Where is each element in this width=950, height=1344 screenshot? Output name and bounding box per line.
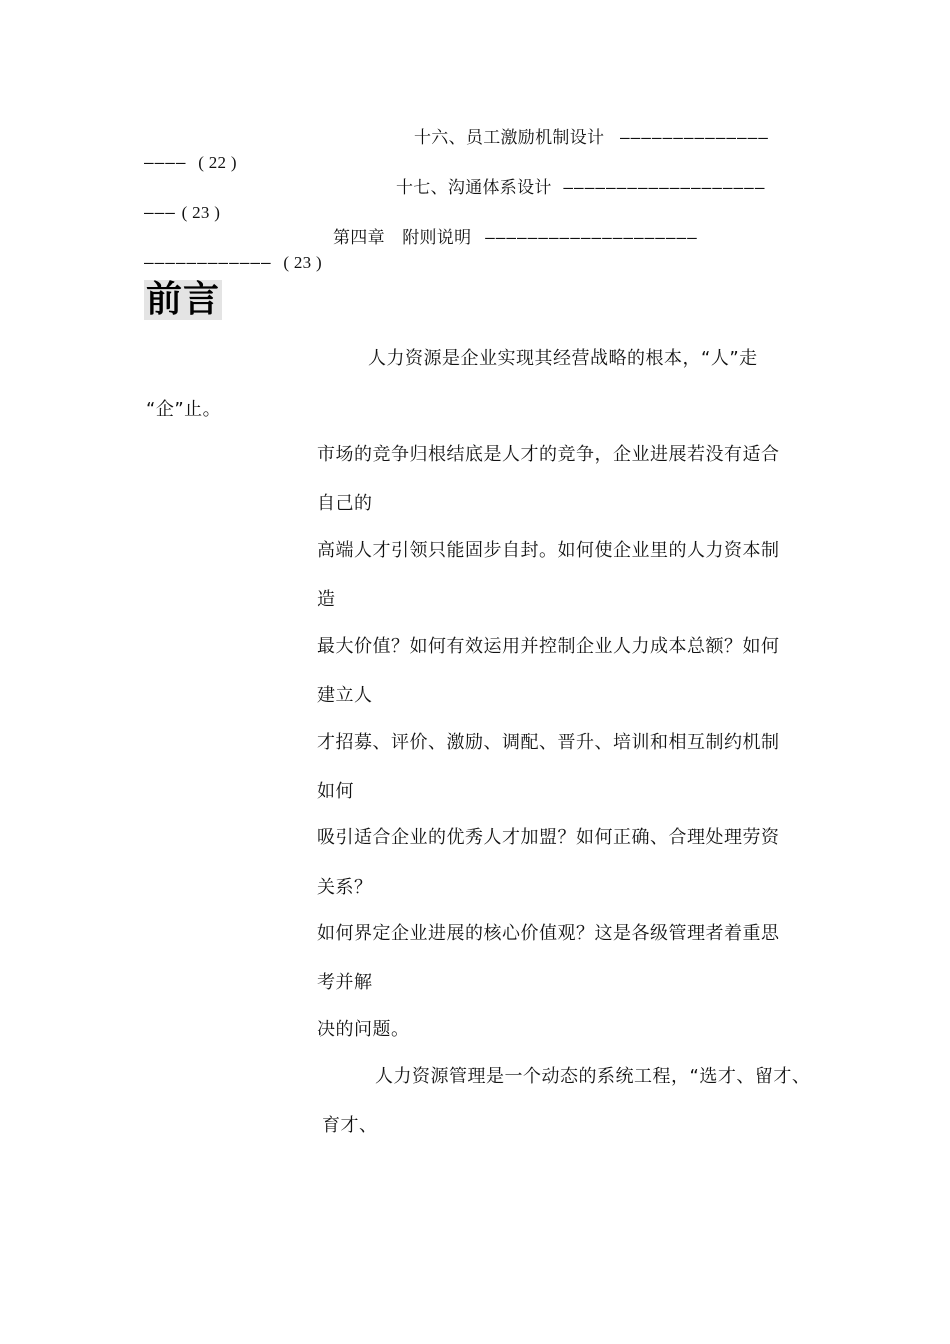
- paragraph-line: 建立人: [317, 685, 373, 706]
- toc-entry-17-cont: [144, 202, 220, 224]
- paragraph-line: 决的问题。: [317, 1019, 410, 1040]
- paragraph-line: 如何界定企业进展的核心价值观？这是各级管理者着重思: [317, 923, 780, 944]
- toc-entry-title: 第四章 附则说明: [333, 228, 472, 248]
- paragraph-line: 市场的竞争归根结底是人才的竞争，企业进展若没有适合: [317, 444, 780, 465]
- toc-leader: ––––: [144, 153, 187, 172]
- toc-leader: ––––––––––––: [144, 253, 272, 272]
- paragraph-line: 造: [317, 589, 336, 610]
- paragraph-line: “企”止。: [146, 399, 222, 420]
- toc-leader: –––: [144, 203, 176, 222]
- toc-page-number: ( 23 ): [181, 203, 221, 222]
- paragraph-line: 如何: [317, 781, 354, 802]
- paragraph-line: 最大价值？如何有效运用并控制企业人力成本总额？如何: [317, 636, 780, 657]
- toc-leader: –––––––––––––––––––: [563, 178, 766, 197]
- toc-entry-16: [414, 127, 769, 149]
- toc-entry-title: 十六、员工激励机制设计: [414, 128, 605, 148]
- toc-entry-chapter-4-cont: [144, 252, 322, 274]
- paragraph-line: 吸引适合企业的优秀人才加盟？如何正确、合理处理劳资: [317, 827, 780, 848]
- toc-entry-chapter-4: [333, 227, 698, 249]
- preface-heading: 前言: [146, 279, 221, 320]
- paragraph-line: 才招募、评价、激励、调配、晋升、培训和相互制约机制: [317, 732, 780, 753]
- paragraph-line: 高端人才引领只能固步自封。如何使企业里的人力资本制: [317, 540, 780, 561]
- toc-entry-title: 十七、沟通体系设计: [396, 178, 552, 198]
- paragraph-line: 育才、: [322, 1115, 378, 1136]
- toc-entry-17: [396, 177, 765, 199]
- toc-entry-16-cont: [144, 152, 237, 174]
- paragraph-line: 关系？: [317, 877, 373, 898]
- toc-leader: ––––––––––––––: [620, 128, 769, 147]
- toc-page-number: ( 22 ): [198, 153, 237, 172]
- paragraph-line: 人力资源管理是一个动态的系统工程，“选才、留才、: [375, 1066, 811, 1087]
- toc-page-number: ( 23 ): [283, 253, 322, 272]
- toc-leader: ––––––––––––––––––––: [485, 228, 698, 247]
- paragraph-line: 人力资源是企业实现其经营战略的根本，“人”走: [368, 348, 758, 369]
- paragraph-line: 自己的: [317, 493, 373, 514]
- paragraph-line: 考并解: [317, 972, 373, 993]
